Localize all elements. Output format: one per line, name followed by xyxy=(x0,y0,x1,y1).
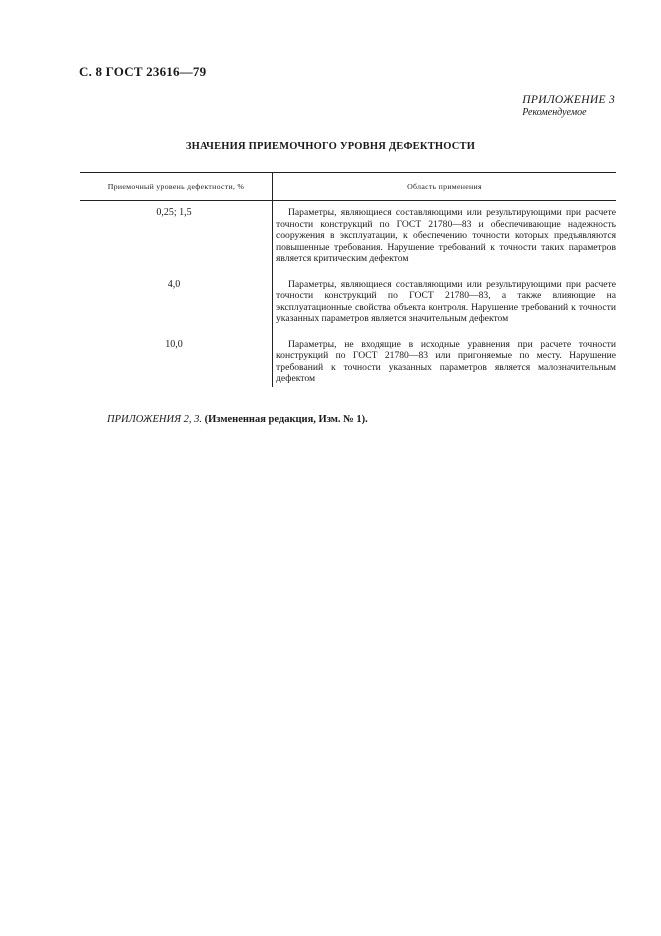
footnote xyxy=(107,414,368,425)
header-scope: Область применения xyxy=(273,173,617,201)
scope-text: Параметры, не входящие в исходные уравнения при расчете точности конструкций по ГОСТ 21780—83 или пригоняемые по месту. Нарушение требований к точности указанных параметров является малозначительным дефектом xyxy=(276,338,616,384)
cell-level: 10,0 xyxy=(165,338,183,350)
table-row xyxy=(80,273,616,333)
table-row xyxy=(80,201,616,273)
scope-text: Параметры, являющиеся составляющими или результирующими при расчете точности конструкций по ГОСТ 21780—83, а также влияющие на эксплуатационные свойства объекта контроля. Нарушение требований к точности указанных параметров является значительным дефектом xyxy=(276,278,616,324)
cell-scope xyxy=(273,273,617,333)
footnote-note: (Измененная редакция, Изм. № 1). xyxy=(204,414,368,425)
table-header xyxy=(80,173,616,201)
cell-level: 0,25; 1,5 xyxy=(156,207,192,218)
document-title: ЗНАЧЕНИЯ ПРИЕМОЧНОГО УРОВНЯ ДЕФЕКТНОСТИ xyxy=(185,141,476,152)
page-header: С. 8 ГОСТ 23616—79 xyxy=(79,64,207,79)
cell-scope xyxy=(273,333,617,387)
cell-level: 4,0 xyxy=(167,278,181,290)
table-body xyxy=(80,201,616,387)
defect-level-table xyxy=(80,172,616,387)
scope-text: Параметры, являющиеся составляющими или результирующими при расчете точности конструкций по ГОСТ 21780—83 и обеспечивающие надежность сооружения в эксплуатации, к обеспечению точности которых предъявляются повышенные требования. Нарушение требований к точности таких параметров является критическим дефектом xyxy=(276,207,616,264)
cell-scope xyxy=(273,201,617,273)
appendix-status: Рекомендуемое xyxy=(522,107,587,118)
header-level: Приемочный уровень дефектности, % xyxy=(80,173,273,201)
appendix-block xyxy=(522,94,615,119)
table xyxy=(80,172,616,387)
appendix-title: ПРИЛОЖЕНИЕ 3 xyxy=(522,94,615,106)
table-row xyxy=(80,333,616,387)
table-header-row xyxy=(80,173,616,201)
footnote-ref: ПРИЛОЖЕНИЯ 2, 3. xyxy=(107,414,202,425)
